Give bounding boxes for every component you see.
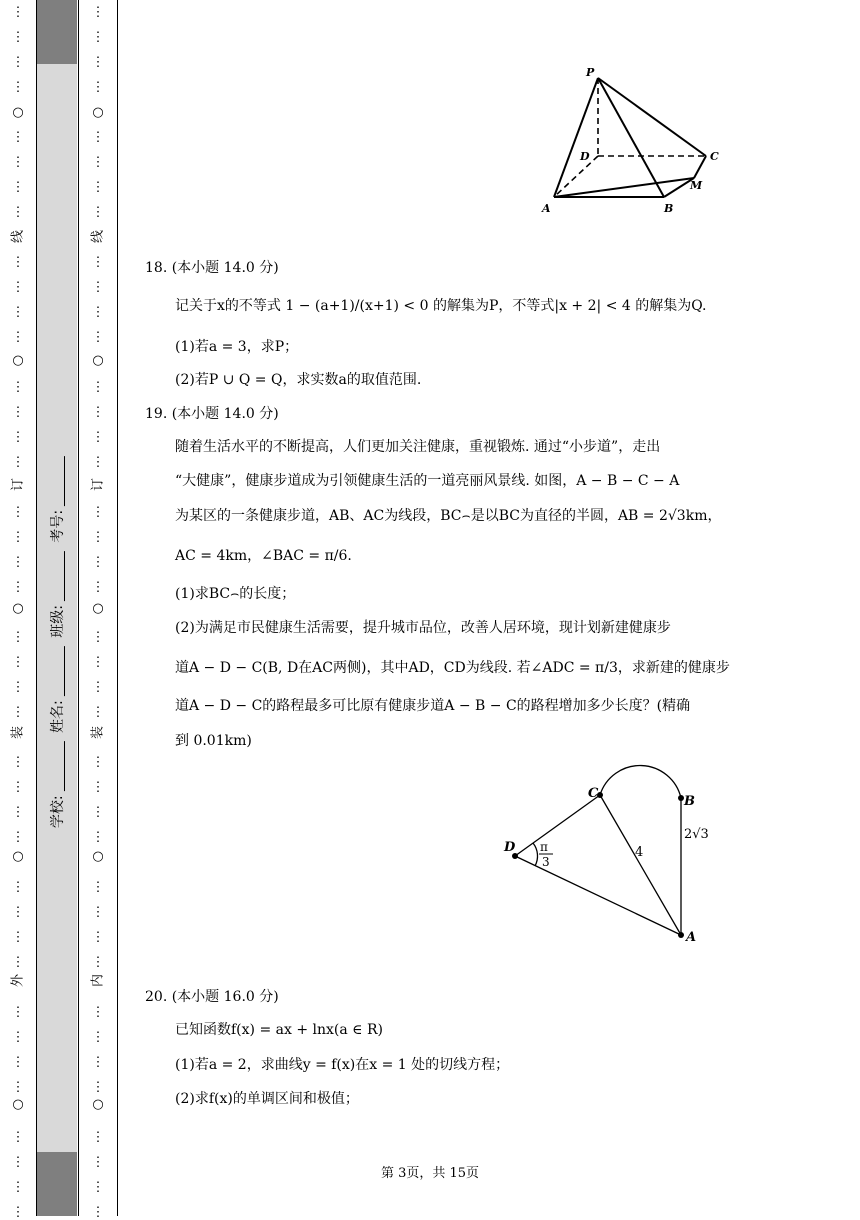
walkway-figure	[500, 750, 740, 950]
binding-top-block	[37, 0, 77, 64]
q20-header: 20. (本小题 16.0 分)	[145, 989, 279, 1005]
q18-header: 18. (本小题 14.0 分)	[145, 260, 279, 276]
label-A: A	[542, 202, 551, 215]
dot-mark: ⋮	[11, 1080, 25, 1095]
circle-mark: ○	[92, 353, 104, 368]
dot-mark: ⋮	[11, 1055, 25, 1070]
circle-mark: ○	[12, 1097, 24, 1112]
dot-mark: ⋮	[91, 1030, 105, 1045]
dot-mark: ⋮	[11, 130, 25, 145]
dot-mark: ⋮	[91, 905, 105, 920]
field-class: 班级:	[50, 605, 66, 638]
page-footer: 第 3页，共 15页	[380, 1166, 480, 1181]
dot-mark: ⋮	[11, 430, 25, 445]
circle-mark: ○	[92, 601, 104, 616]
dot-mark: ⋮	[91, 830, 105, 845]
dot-mark: ⋮	[11, 1030, 25, 1045]
dot-mark: ⋮	[11, 1180, 25, 1195]
dot-mark: ⋮	[91, 705, 105, 720]
dot-mark: ⋮	[91, 680, 105, 695]
dot-mark: ⋮	[11, 955, 25, 970]
dot-mark: ⋮	[11, 455, 25, 470]
dot-mark: ⋮	[11, 905, 25, 920]
q19-line7: 道A − D − C(B, D在AC两侧)，其中AD，CD为线段. 若∠ADC = π/3，求新建的健康步	[175, 660, 730, 676]
dot-mark: ⋮	[11, 30, 25, 45]
q19-line1: 随着生活水平的不断提高，人们更加关注健康，重视锻炼. 通过“小步道”，走出	[175, 439, 661, 455]
dot-mark: ⋮	[91, 455, 105, 470]
q20-line3: (2)求f(x)的单调区间和极值；	[175, 1091, 359, 1107]
label-AB-length: 2√3	[684, 827, 709, 842]
dot-mark: ⋮	[11, 805, 25, 820]
student-info-fields	[40, 450, 74, 830]
dot-mark: ⋮	[91, 1180, 105, 1195]
dot-mark: ⋮	[91, 580, 105, 595]
dot-mark: ⋮	[91, 330, 105, 345]
dot-mark: ⋮	[11, 1155, 25, 1170]
label-pi: π	[540, 840, 548, 854]
circle-mark: ○	[12, 353, 24, 368]
dot-mark: ⋮	[91, 30, 105, 45]
q18-line2: (1)若a = 3，求P；	[175, 339, 299, 355]
circle-mark: ○	[92, 849, 104, 864]
dot-mark: ⋮	[11, 530, 25, 545]
dot-mark: ⋮	[91, 880, 105, 895]
binding-char: 外	[10, 974, 26, 988]
q19-line3: 为某区的一条健康步道，AB、AC为线段，BC⌢是以BC为直径的半圆，AB = 2√3km，	[175, 508, 722, 524]
dot-mark: ⋮	[11, 705, 25, 720]
dot-mark: ⋮	[11, 305, 25, 320]
field-exam-no: 考号:	[50, 509, 66, 543]
label-C: C	[710, 150, 719, 163]
dot-mark: ⋮	[91, 130, 105, 145]
binding-char: 线	[10, 230, 26, 244]
circle-mark: ○	[12, 105, 24, 120]
inner-dotted-line	[88, 0, 108, 1220]
dot-mark: ⋮	[91, 805, 105, 820]
q19-line5: (1)求BC⌢的长度；	[175, 586, 296, 602]
dot-mark: ⋮	[91, 55, 105, 70]
dot-mark: ⋮	[91, 255, 105, 270]
dot-mark: ⋮	[11, 380, 25, 395]
dot-mark: ⋮	[11, 180, 25, 195]
dot-mark: ⋮	[11, 780, 25, 795]
dot-mark: ⋮	[91, 155, 105, 170]
dot-mark: ⋮	[91, 205, 105, 220]
binding-char: 装	[10, 726, 26, 740]
dot-mark: ⋮	[11, 1005, 25, 1020]
dot-mark: ⋮	[91, 380, 105, 395]
dot-mark: ⋮	[11, 280, 25, 295]
q19-line9: 到 0.01km)	[175, 733, 252, 749]
dot-mark: ⋮	[91, 1080, 105, 1095]
binding-char: 订	[10, 478, 26, 492]
q20-line1: 已知函数f(x) = ax + lnx(a ∈ R)	[175, 1022, 383, 1038]
binding-char: 线	[90, 230, 106, 244]
dot-mark: ⋮	[91, 1155, 105, 1170]
dot-mark: ⋮	[11, 80, 25, 95]
dot-mark: ⋮	[11, 255, 25, 270]
dot-mark: ⋮	[11, 5, 25, 20]
dot-mark: ⋮	[11, 330, 25, 345]
dot-mark: ⋮	[91, 780, 105, 795]
q19-line8: 道A − D − C的路程最多可比原有健康步道A − B − C的路程增加多少长度？(精确	[175, 698, 691, 714]
dot-mark: ⋮	[11, 1205, 25, 1220]
label-A2: A	[686, 930, 697, 945]
label-D: D	[580, 150, 590, 163]
dot-mark: ⋮	[11, 655, 25, 670]
field-name: 姓名:	[50, 700, 66, 733]
dot-mark: ⋮	[91, 80, 105, 95]
binding-char: 订	[90, 478, 106, 492]
label-AC-length: 4	[635, 845, 644, 860]
dot-mark: ⋮	[11, 1130, 25, 1145]
label-C2: C	[588, 786, 599, 801]
dot-mark: ⋮	[91, 655, 105, 670]
dot-mark: ⋮	[91, 280, 105, 295]
binding-char: 装	[90, 726, 106, 740]
circle-mark: ○	[12, 849, 24, 864]
q18-line3: (2)若P ∪ Q = Q，求实数a的取值范围.	[175, 372, 422, 388]
dot-mark: ⋮	[11, 930, 25, 945]
q19-line4: AC = 4km，∠BAC = π/6.	[175, 548, 352, 564]
circle-mark: ○	[12, 601, 24, 616]
dot-mark: ⋮	[91, 430, 105, 445]
dot-mark: ⋮	[11, 555, 25, 570]
dot-mark: ⋮	[11, 880, 25, 895]
label-B2: B	[684, 794, 695, 809]
field-school: 学校:	[50, 795, 66, 829]
binding-char: 内	[90, 974, 106, 988]
dot-mark: ⋮	[91, 755, 105, 770]
dot-mark: ⋮	[91, 1005, 105, 1020]
label-M: M	[690, 179, 703, 192]
q19-header: 19. (本小题 14.0 分)	[145, 406, 279, 422]
dot-mark: ⋮	[91, 1130, 105, 1145]
dot-mark: ⋮	[91, 530, 105, 545]
q19-line6: (2)为满足市民健康生活需要，提升城市品位，改善人居环境，现计划新建健康步	[175, 620, 671, 636]
label-P: P	[586, 66, 595, 79]
q18-line1: 记关于x的不等式 1 − (a+1)/(x+1) < 0 的解集为P，不等式|x + 2| < 4 的解集为Q.	[175, 298, 707, 314]
dot-mark: ⋮	[91, 1205, 105, 1220]
dot-mark: ⋮	[91, 955, 105, 970]
label-D2: D	[504, 840, 516, 855]
dot-mark: ⋮	[91, 930, 105, 945]
dot-mark: ⋮	[11, 830, 25, 845]
q20-line2: (1)若a = 2，求曲线y = f(x)在x = 1 处的切线方程；	[175, 1057, 510, 1073]
dot-mark: ⋮	[91, 630, 105, 645]
q19-line2: “大健康”，健康步道成为引领健康生活的一道亮丽风景线. 如图，A − B − C − A	[175, 473, 680, 489]
label-B: B	[664, 202, 674, 215]
circle-mark: ○	[92, 105, 104, 120]
dot-mark: ⋮	[11, 205, 25, 220]
dot-mark: ⋮	[91, 5, 105, 20]
dot-mark: ⋮	[91, 1055, 105, 1070]
dot-mark: ⋮	[91, 505, 105, 520]
dot-mark: ⋮	[11, 680, 25, 695]
dot-mark: ⋮	[91, 305, 105, 320]
circle-mark: ○	[92, 1097, 104, 1112]
dot-mark: ⋮	[11, 505, 25, 520]
dot-mark: ⋮	[91, 555, 105, 570]
dot-mark: ⋮	[11, 755, 25, 770]
dot-mark: ⋮	[11, 55, 25, 70]
dot-mark: ⋮	[91, 180, 105, 195]
dot-mark: ⋮	[91, 405, 105, 420]
dot-mark: ⋮	[11, 155, 25, 170]
dot-mark: ⋮	[11, 405, 25, 420]
dot-mark: ⋮	[11, 580, 25, 595]
label-3: 3	[542, 855, 550, 869]
dot-mark: ⋮	[11, 630, 25, 645]
outer-dotted-line	[8, 0, 28, 1220]
pyramid-figure	[530, 60, 730, 220]
